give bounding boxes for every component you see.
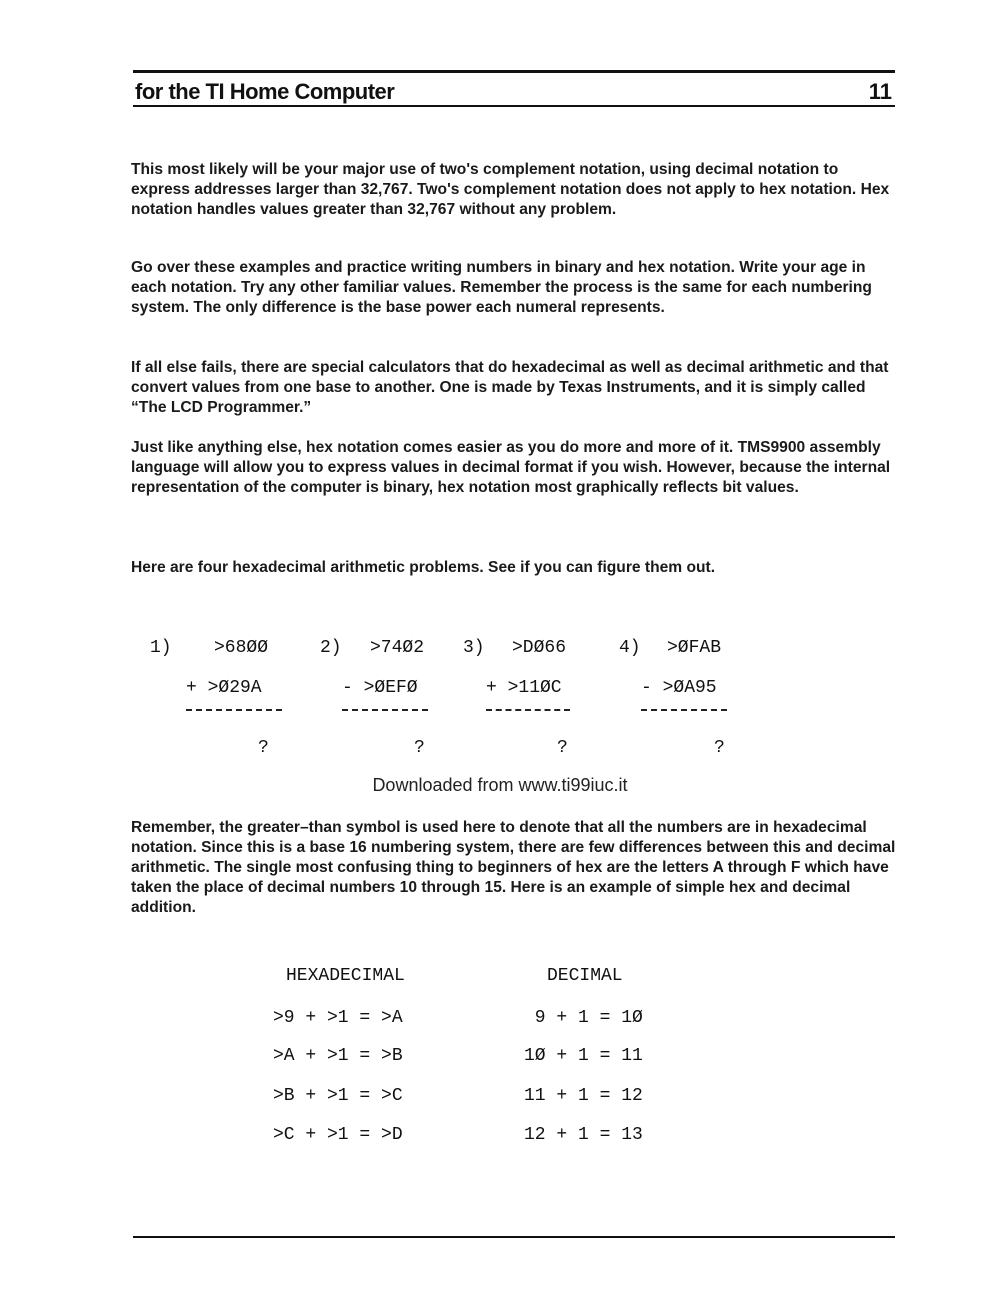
problem-bottom-operand: + >Ø29A bbox=[186, 678, 262, 698]
page-number: 11 bbox=[868, 79, 892, 104]
paragraph-problems-intro: Here are four hexadecimal arithmetic problems. See if you can figure them out. bbox=[131, 559, 716, 576]
hex-addition-row: >9 + >1 = >A bbox=[273, 1008, 403, 1028]
problem-answer: ? bbox=[414, 738, 425, 758]
problem-sum-line bbox=[186, 709, 282, 713]
header-rule-bottom bbox=[133, 105, 895, 107]
problem-answer: ? bbox=[557, 738, 568, 758]
problem-top-operand: >DØ66 bbox=[512, 638, 567, 658]
dec-addition-row: 1Ø + 1 = 11 bbox=[524, 1046, 643, 1066]
problem-number: 3) bbox=[463, 638, 485, 658]
problem-sum-line bbox=[486, 709, 570, 713]
problem-answer: ? bbox=[258, 738, 269, 758]
problem-top-operand: >68ØØ bbox=[214, 638, 269, 658]
header-rule-top bbox=[133, 70, 895, 73]
paragraph-calculators: If all else fails, there are special calculators that do hexadecimal as well as decimal arithmetic and that convert values from one base to another. One is made by Texas Instruments, and it is simply called “The LCD Programmer.” bbox=[131, 359, 889, 416]
footer-rule bbox=[133, 1236, 895, 1238]
running-header-title: for the TI Home Computer bbox=[135, 79, 395, 104]
paragraph-practice: Go over these examples and practice writing numbers in binary and hex notation. Write your age in each notation. Try any other familiar values. Remember the process is the same for each numbering system. The only difference is the base power each numeral represents. bbox=[131, 259, 872, 316]
paragraph-hex-easier: Just like anything else, hex notation comes easier as you do more and more of it. TMS9900 assembly language will allow you to express values in decimal format if you wish. However, because the internal representation of the computer is binary, hex notation most graphically reflects bit values. bbox=[131, 439, 891, 496]
problem-bottom-operand: - >ØEFØ bbox=[342, 678, 418, 698]
problem-top-operand: >74Ø2 bbox=[370, 638, 425, 658]
dec-addition-row: 11 + 1 = 12 bbox=[524, 1086, 643, 1106]
dec-addition-row: 9 + 1 = 1Ø bbox=[524, 1008, 643, 1028]
hex-addition-row: >B + >1 = >C bbox=[273, 1086, 403, 1106]
hex-addition-row: >A + >1 = >B bbox=[273, 1046, 403, 1066]
problem-bottom-operand: + >11ØC bbox=[486, 678, 562, 698]
paragraph-greater-than: Remember, the greater–than symbol is used here to denote that all the numbers are in hexadecimal notation. Since this is a base 16 numbering system, there are few differences between this and decimal arithmetic. The single most confusing thing to beginners of hex are the letters A through F which have taken the place of decimal numbers 10 through 15. Here is an example of simple hex and decimal addition. bbox=[131, 819, 896, 916]
download-watermark: Downloaded from www.ti99iuc.it bbox=[372, 775, 628, 795]
paragraph-twos-complement: This most likely will be your major use of two's complement notation, using decimal notation to express addresses larger than 32,767. Two's complement notation does not apply to hex notation. Hex notation handles values greater than 32,767 without any problem. bbox=[131, 161, 890, 218]
hex-column-heading: HEXADECIMAL bbox=[286, 966, 405, 986]
problem-bottom-operand: - >ØA95 bbox=[641, 678, 717, 698]
problem-number: 4) bbox=[619, 638, 641, 658]
hex-addition-row: >C + >1 = >D bbox=[273, 1125, 403, 1145]
problem-sum-line bbox=[342, 709, 428, 713]
dec-column-heading: DECIMAL bbox=[547, 966, 623, 986]
dec-addition-row: 12 + 1 = 13 bbox=[524, 1125, 643, 1145]
problem-number: 2) bbox=[320, 638, 342, 658]
problem-number: 1) bbox=[150, 638, 172, 658]
problem-answer: ? bbox=[714, 738, 725, 758]
problem-top-operand: >ØFAB bbox=[667, 638, 722, 658]
problem-sum-line bbox=[641, 709, 727, 713]
